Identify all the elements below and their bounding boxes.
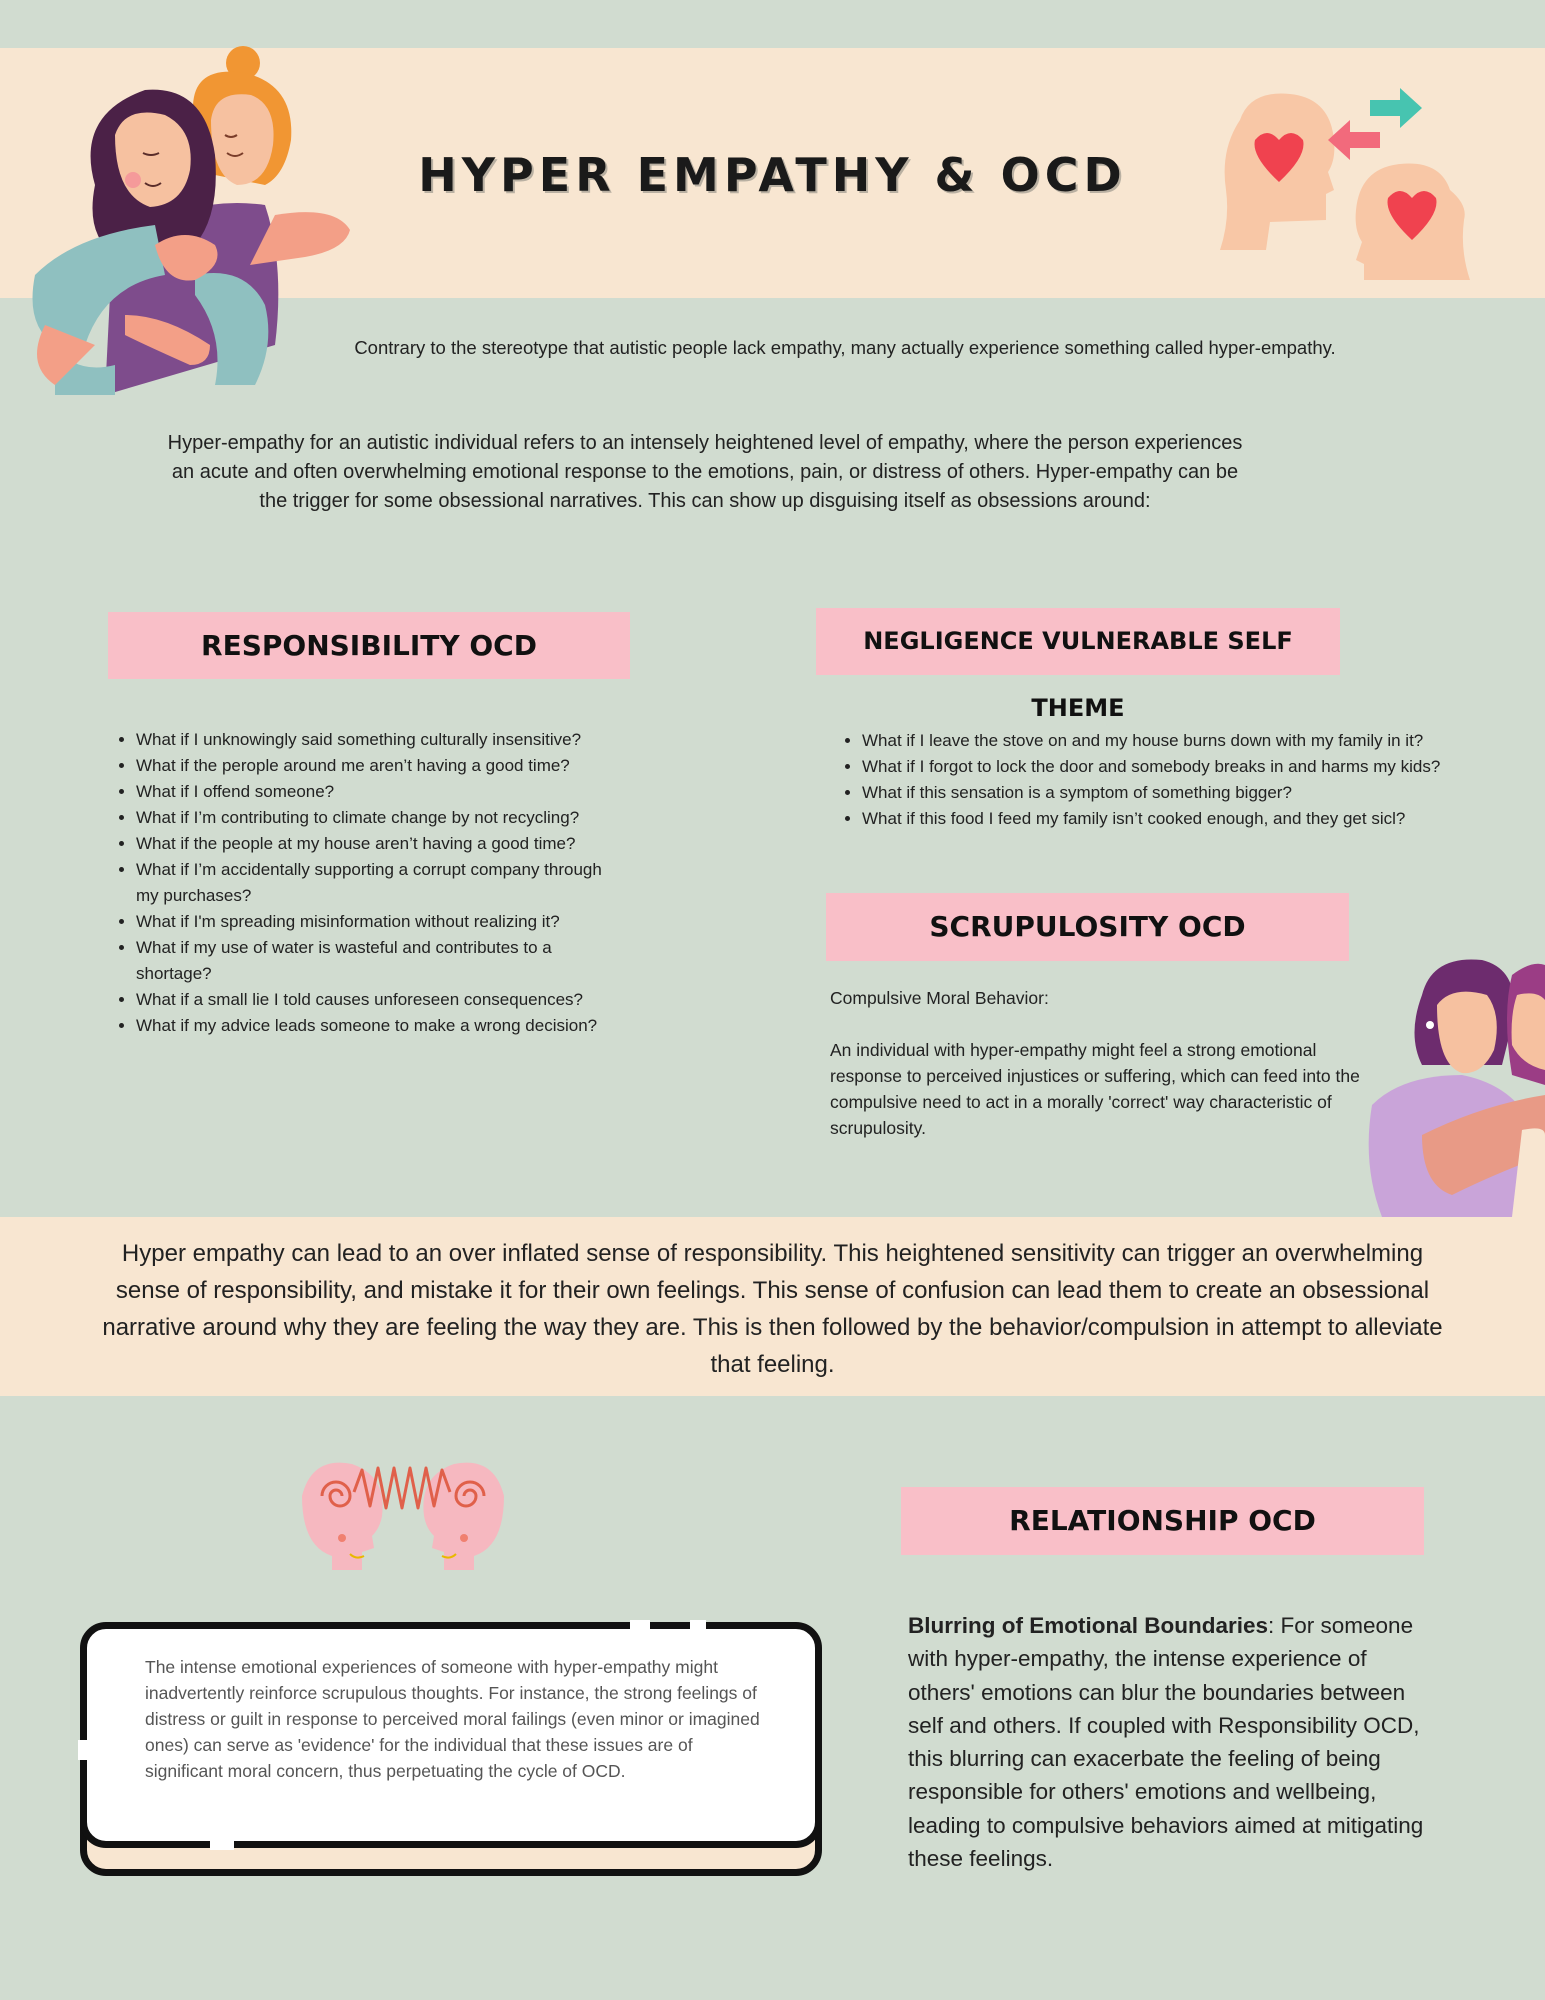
intro-paragraph-1: Contrary to the stereotype that autistic people lack empathy, many actually experience something called hyper-empathy. [354,337,1336,358]
card-border-gap [210,1836,234,1850]
card-border-gap [690,1620,706,1630]
relationship-ocd-heading: RELATIONSHIP OCD [901,1487,1424,1555]
scrupulosity-body [830,985,1360,1141]
list-item: • What if I leave the stove on and my house burns down with my family in it? [862,728,1534,754]
summary-text: Hyper empathy can lead to an over inflated sense of responsibility. This heightened sensitivity can trigger an overwhelming sense of responsibility, and mistake it for their own feelings. This sense of confusion can lead them to create an obsessional narrative around why they are feeling the way they are. This is then followed by the behavior/compulsion in attempt to alleviate that feeling. [102,1240,1443,1378]
list-item: • What if my advice leads someone to make a wrong decision? [136,1013,628,1039]
list-item: • What if I forgot to lock the door and somebody breaks in and harms my kids? [862,754,1534,780]
hugging-people-illustration [15,45,355,395]
scrupulosity-ocd-heading: SCRUPULOSITY OCD [826,893,1349,961]
list-item: • What if the perople around me aren’t having a good time? [136,753,628,779]
relationship-body: : For someone with hyper-empathy, the intense experience of others' emotions can blur the boundaries between self and others. If coupled with Responsibility OCD, this blurring can exacerbate the feeling of being responsible for others' emotions and wellbeing, leading to compulsive behaviors aimed at mitigating these feelings. [908,1613,1424,1872]
brainwave-heads-illustration [292,1456,514,1572]
list-item: • What if I’m contributing to climate change by not recycling? [136,805,628,831]
relationship-bold-lead: Blurring of Emotional Boundaries [908,1613,1269,1638]
negligence-theme-heading: NEGLIGENCE VULNERABLE SELF THEME [816,608,1340,675]
relationship-text [908,1609,1438,1875]
negligence-theme-list [834,728,1534,832]
card-border-gap [630,1620,650,1630]
list-item: • What if I offend someone? [136,779,628,805]
card-border-gap [78,1740,88,1760]
list-item: • What if my use of water is wasteful and contributes to a shortage? [136,935,628,987]
scrupulosity-subtitle: Compulsive Moral Behavior: [830,988,1049,1008]
embracing-couple-illustration [1362,955,1545,1217]
responsibility-ocd-list [108,727,628,1039]
list-item: • What if I’m accidentally supporting a corrupt company through my purchases? [136,857,628,909]
list-item: • What if the people at my house aren’t having a good time? [136,831,628,857]
list-item: • What if this sensation is a symptom of something bigger? [862,780,1534,806]
list-item: • What if a small lie I told causes unforeseen consequences? [136,987,628,1013]
intro-paragraph-2: Hyper-empathy for an autistic individual refers to an intensely heightened level of empathy, where the person experiences an acute and often overwhelming emotional response to the emotions, pain, or distress of others. Hyper-empathy can be the trigger for some obsessional narratives. This can show up disguising itself as obsessions around: [167,432,1243,512]
card-text: The intense emotional experiences of someone with hyper-empathy might inadvertently reinforce scrupulous thoughts. For instance, the strong feelings of distress or guilt in response to perceived moral failings (even minor or imagined ones) can serve as 'evidence' for the individual that these issues are of significant moral concern, thus perpetuating the cycle of OCD. [145,1657,760,1781]
list-item: • What if I'm spreading misinformation without realizing it? [136,909,628,935]
page-title: HYPER EMPATHY & OCD [418,148,1127,202]
list-item: • What if this food I feed my family isn’t cooked enough, and they get sicl? [862,806,1534,832]
list-item: • What if I unknowingly said something culturally insensitive? [136,727,628,753]
responsibility-ocd-heading: RESPONSIBILITY OCD [108,612,630,679]
scrupulosity-text: An individual with hyper-empathy might feel a strong emotional response to perceived injustices or suffering, which can feed into the compulsive need to act in a morally 'correct' way characteristic of scrupulosity. [830,1040,1360,1138]
